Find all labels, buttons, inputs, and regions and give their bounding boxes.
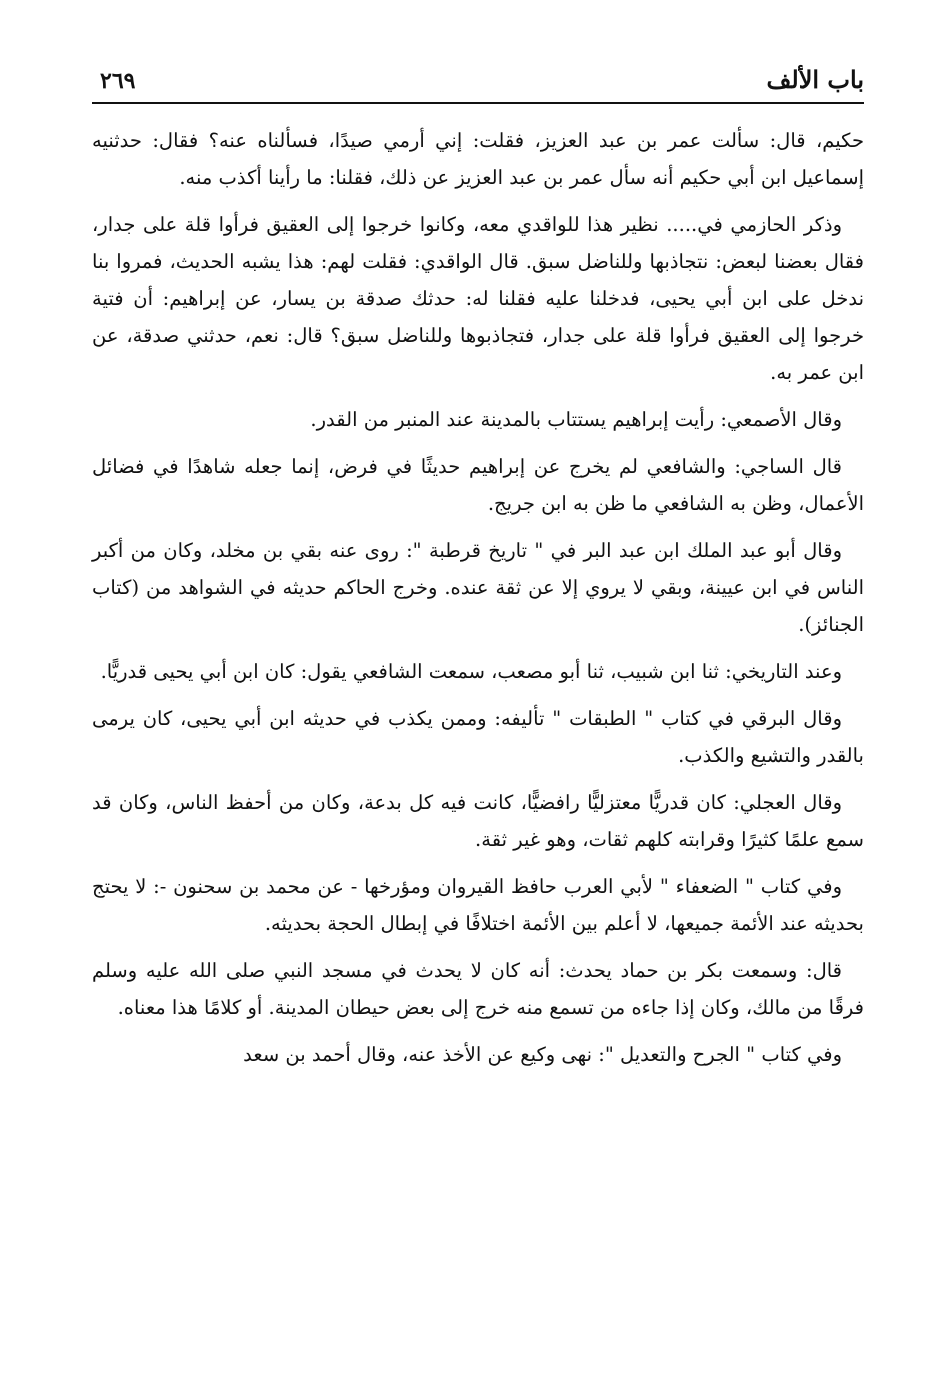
paragraph-1: حكيم، قال: سألت عمر بن عبد العزيز، فقلت: إني أرمي صيدًا، فسألناه عنه؟ فقال: حدثنيه إسماعيل ابن أبي حكيم أنه سأل عمر بن عبد العزيز عن ذلك، فقلنا: ما رأينا أكذب منه.	[92, 129, 864, 189]
paragraph-2: وذكر الحازمي في..... نظير هذا للواقدي معه، وكانوا خرجوا إلى العقيق فرأوا قلة على جدار، فقال بعضنا لبعض: نتجاذبها وللناضل سبق. قال الواقدي: فقلت لهم: هذا يشبه الحديث، فمروا بنا ندخل على ابن أبي يحيى، فدخلنا عليه فقلنا له: حدثك صدقة بن يسار، عن إبراهيم: أن فتية خرجوا إلى العقيق فرأوا قلة على جدار، فتجاذبوها وللناضل سبق؟ قال: نعم، حدثني صدقة، عن ابن عمر به.	[92, 213, 864, 384]
paragraph-11: وفي كتاب " الجرح والتعديل ": نهى وكيع عن الأخذ عنه، وقال أحمد بن سعد	[243, 1043, 842, 1066]
book-page	[92, 52, 864, 1357]
paragraph-7: وقال البرقي في كتاب " الطبقات " تأليفه: وممن يكذب في حديثه ابن أبي يحيى، كان يرمى بالقدر والتشيع والكذب.	[92, 707, 864, 767]
page-header	[92, 52, 864, 104]
paragraph-3: وقال الأصمعي: رأيت إبراهيم يستتاب بالمدينة عند المنبر من القدر.	[310, 408, 842, 431]
paragraph-4: قال الساجي: والشافعي لم يخرج عن إبراهيم حديثًا في فرض، إنما جعله شاهدًا في فضائل الأعمال، وظن به الشافعي ما ظن به ابن جريج.	[92, 455, 864, 515]
paragraph-5: وقال أبو عبد الملك ابن عبد البر في " تاريخ قرطبة ": روى عنه بقي بن مخلد، وكان من أكبر الناس في ابن عيينة، وبقي لا يروي إلا عن ثقة عنده. وخرج الحاكم حديثه في الشواهد من (كتاب الجنائز).	[92, 539, 864, 636]
page-number: ٢٦٩	[100, 68, 136, 94]
paragraph-8: وقال العجلي: كان قدريًّا معتزليًّا رافضيًّا، كانت فيه كل بدعة، وكان من أحفظ الناس، وكان قد سمع علمًا كثيرًا وقرابته كلهم ثقات، وهو غير ثقة.	[92, 791, 864, 851]
running-title: باب الألف	[766, 65, 864, 94]
paragraph-6: وعند التاريخي: ثنا ابن شبيب، ثنا أبو مصعب، سمعت الشافعي يقول: كان ابن أبي يحيى قدريًّا.	[100, 660, 842, 683]
paragraph-9: وفي كتاب " الضعفاء " لأبي العرب حافظ القيروان ومؤرخها - عن محمد بن سحنون -: لا يحتج بحديثه عند الأئمة جميعها، لا أعلم بين الأئمة اختلافًا في إبطال الحجة بحديثه.	[92, 875, 864, 935]
body-text	[92, 122, 864, 1073]
paragraph-10: قال: وسمعت بكر بن حماد يحدث: أنه كان لا يحدث في مسجد النبي صلى الله عليه وسلم فرقًا من مالك، وكان إذا جاءه من تسمع منه خرج إلى بعض حيطان المدينة. أو كلامًا هذا معناه.	[92, 959, 864, 1019]
